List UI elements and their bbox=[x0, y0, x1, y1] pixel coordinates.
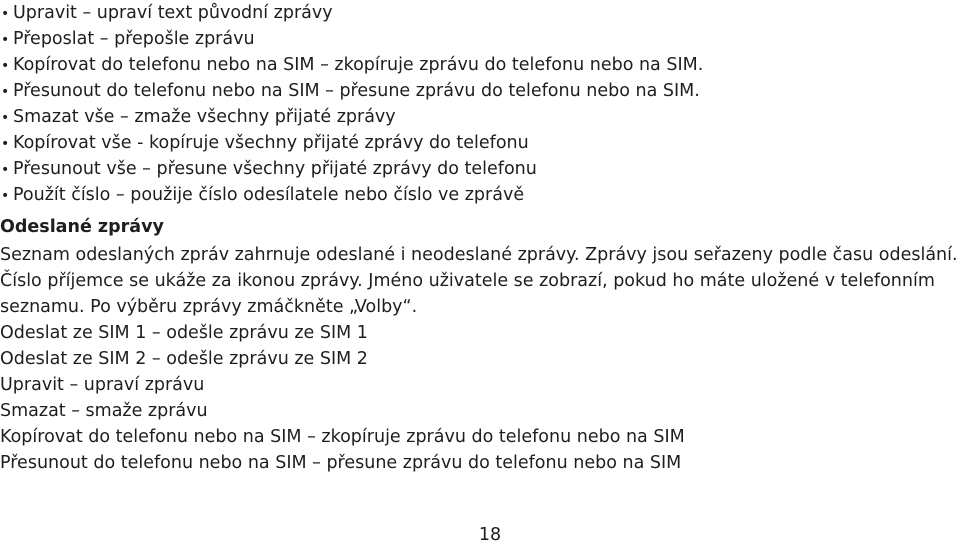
bullet-text: Přesunout do telefonu nebo na SIM – přesune zprávu do telefonu nebo na SIM. bbox=[13, 81, 700, 101]
bullet-item bbox=[0, 182, 703, 208]
bullet-icon: • bbox=[1, 58, 10, 74]
bullet-text: Použít číslo – použije číslo odesílatele nebo číslo ve zprávě bbox=[13, 185, 525, 205]
bullet-item bbox=[0, 130, 703, 156]
bullet-icon: • bbox=[1, 136, 10, 152]
bullet-item bbox=[0, 26, 703, 52]
option-line: Odeslat ze SIM 1 – odešle zprávu ze SIM 1 bbox=[0, 323, 368, 343]
bullet-icon: • bbox=[1, 110, 10, 126]
option-line: Kopírovat do telefonu nebo na SIM – zkopíruje zprávu do telefonu nebo na SIM bbox=[0, 427, 685, 447]
bullet-text: Přesunout vše – přesune všechny přijaté zprávy do telefonu bbox=[13, 159, 537, 179]
bullet-item bbox=[0, 78, 703, 104]
bullet-text: Kopírovat vše - kopíruje všechny přijaté zprávy do telefonu bbox=[13, 133, 529, 153]
bullet-item bbox=[0, 0, 703, 26]
bullet-icon: • bbox=[1, 6, 10, 22]
bullet-item bbox=[0, 104, 703, 130]
bullet-icon: • bbox=[1, 84, 10, 100]
option-bullet-list bbox=[0, 0, 703, 208]
option-line: Přesunout do telefonu nebo na SIM – přesune zprávu do telefonu nebo na SIM bbox=[0, 453, 682, 473]
bullet-text: Upravit – upraví text původní zprávy bbox=[13, 3, 333, 23]
option-line: Odeslat ze SIM 2 – odešle zprávu ze SIM 2 bbox=[0, 349, 368, 369]
bullet-text: Přeposlat – přepošle zprávu bbox=[13, 29, 255, 49]
bullet-item bbox=[0, 156, 703, 182]
bullet-item bbox=[0, 52, 703, 78]
bullet-icon: • bbox=[1, 32, 10, 48]
section-paragraph: Seznam odeslaných zpráv zahrnuje odeslané i neodeslané zprávy. Zprávy jsou seřazeny podle času odeslání. Číslo příjemce se ukáže za ikonou zprávy. Jméno uživatele se zobrazí, pokud ho máte uložené v telefonním seznamu. Po výběru zprávy zmáčkněte „Volby“. bbox=[0, 245, 958, 317]
bullet-icon: • bbox=[1, 188, 10, 204]
option-line: Upravit – upraví zprávu bbox=[0, 375, 205, 395]
section-heading: Odeslané zprávy bbox=[0, 217, 164, 237]
bullet-text: Smazat vše – zmaže všechny přijaté zprávy bbox=[13, 107, 396, 127]
bullet-text: Kopírovat do telefonu nebo na SIM – zkopíruje zprávu do telefonu nebo na SIM. bbox=[13, 55, 704, 75]
sent-options-list bbox=[0, 320, 685, 476]
page-number: 18 bbox=[478, 525, 502, 545]
bullet-icon: • bbox=[1, 162, 10, 178]
option-line: Smazat – smaže zprávu bbox=[0, 401, 208, 421]
